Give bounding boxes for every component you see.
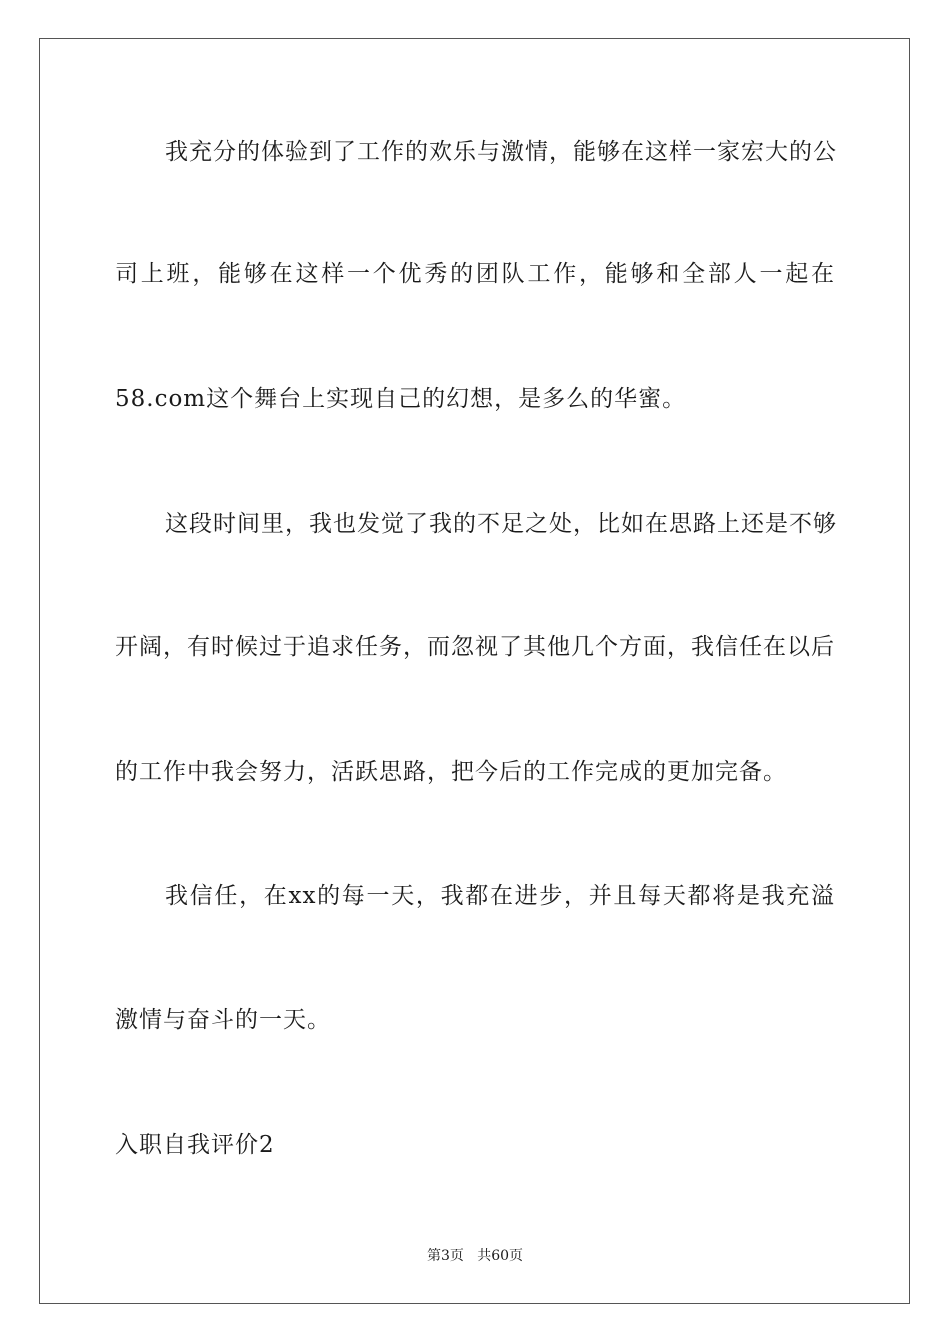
- page-border: [39, 38, 910, 1304]
- paragraph-1-line-1: 我充分的体验到了工作的欢乐与激情，能够在这样一家宏大的公: [165, 139, 837, 165]
- section-heading: 入职自我评价2: [115, 1132, 275, 1158]
- paragraph-3-line-1: 我信任，在xx的每一天，我都在进步，并且每天都将是我充溢: [165, 883, 835, 909]
- paragraph-3-line-2: 激情与奋斗的一天。: [115, 1007, 331, 1033]
- paragraph-1-line-3: 58.com这个舞台上实现自己的幻想，是多么的华蜜。: [115, 386, 687, 412]
- paragraph-2-line-2: 开阔，有时候过于追求任务，而忽视了其他几个方面，我信任在以后: [115, 634, 835, 660]
- paragraph-1-line-2: 司上班，能够在这样一个优秀的团队工作，能够和全部人一起在: [115, 261, 835, 287]
- paragraph-2-line-1: 这段时间里，我也发觉了我的不足之处，比如在思路上还是不够: [165, 511, 837, 537]
- page-number-footer: 第3页 共60页: [426, 1248, 524, 1264]
- paragraph-2-line-3: 的工作中我会努力，活跃思路，把今后的工作完成的更加完备。: [115, 759, 787, 785]
